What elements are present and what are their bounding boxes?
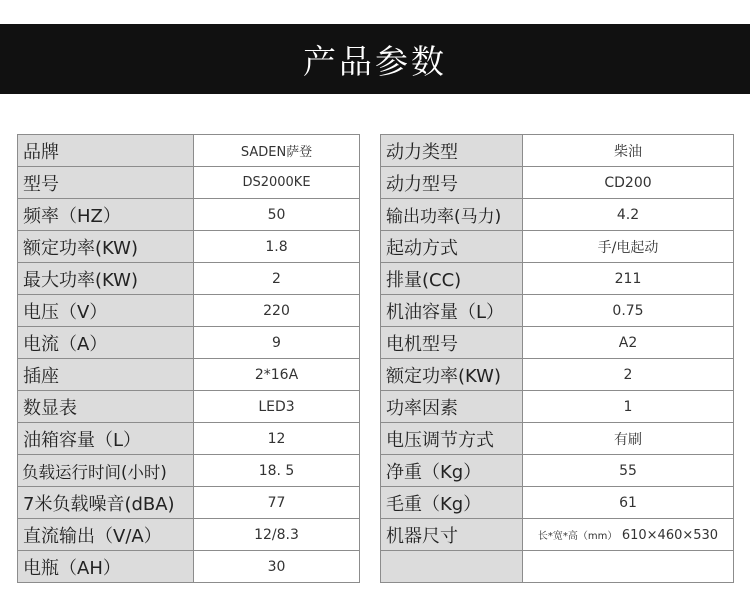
table-row bbox=[18, 135, 360, 167]
spec-value: 1 bbox=[523, 391, 734, 423]
spec-value: A2 bbox=[523, 327, 734, 359]
spec-label: 电瓶（AH） bbox=[18, 551, 194, 583]
table-row bbox=[18, 519, 360, 551]
spec-value: DS2000KE bbox=[194, 167, 360, 199]
spec-value: 9 bbox=[194, 327, 360, 359]
spec-value: 2*16A bbox=[194, 359, 360, 391]
spec-value: 30 bbox=[194, 551, 360, 583]
spec-value: LED3 bbox=[194, 391, 360, 423]
spec-value: 61 bbox=[523, 487, 734, 519]
spec-value: 18. 5 bbox=[194, 455, 360, 487]
spec-label: 电机型号 bbox=[381, 327, 523, 359]
spec-value: 2 bbox=[523, 359, 734, 391]
table-row bbox=[18, 327, 360, 359]
spec-label: 插座 bbox=[18, 359, 194, 391]
table-row bbox=[381, 423, 734, 455]
spec-table-right bbox=[380, 134, 734, 583]
spec-label: 净重（Kg） bbox=[381, 455, 523, 487]
spec-label: 品牌 bbox=[18, 135, 194, 167]
spec-value: 2 bbox=[194, 263, 360, 295]
table-row bbox=[18, 551, 360, 583]
spec-label: 功率因素 bbox=[381, 391, 523, 423]
spec-label: 动力型号 bbox=[381, 167, 523, 199]
spec-label bbox=[381, 551, 523, 583]
table-row bbox=[381, 391, 734, 423]
table-row bbox=[381, 359, 734, 391]
table-row bbox=[18, 231, 360, 263]
spec-value: 手/电起动 bbox=[523, 231, 734, 263]
spec-table-left bbox=[17, 134, 360, 583]
table-row bbox=[18, 263, 360, 295]
spec-value: 0.75 bbox=[523, 295, 734, 327]
table-row bbox=[381, 455, 734, 487]
spec-value: CD200 bbox=[523, 167, 734, 199]
spec-value-dimensions bbox=[523, 519, 734, 551]
spec-value bbox=[523, 551, 734, 583]
table-row bbox=[381, 231, 734, 263]
header-band bbox=[0, 24, 750, 94]
table-row bbox=[381, 167, 734, 199]
table-row bbox=[18, 167, 360, 199]
spec-value: 有刷 bbox=[523, 423, 734, 455]
spec-label: 动力类型 bbox=[381, 135, 523, 167]
table-row bbox=[381, 199, 734, 231]
table-row bbox=[18, 295, 360, 327]
table-row bbox=[18, 455, 360, 487]
dimensions-prefix: 长*宽*高（mm） bbox=[537, 530, 618, 542]
spec-label: 机器尺寸 bbox=[381, 519, 523, 551]
table-row bbox=[381, 263, 734, 295]
spec-label: 直流输出（V/A） bbox=[18, 519, 194, 551]
spec-value: SADEN萨登 bbox=[194, 135, 360, 167]
spec-label: 额定功率(KW) bbox=[18, 231, 194, 263]
spec-label: 最大功率(KW) bbox=[18, 263, 194, 295]
table-row bbox=[18, 487, 360, 519]
spec-value: 12 bbox=[194, 423, 360, 455]
spec-label: 电流（A） bbox=[18, 327, 194, 359]
spec-label: 电压（V） bbox=[18, 295, 194, 327]
table-row bbox=[18, 359, 360, 391]
spec-value: 4.2 bbox=[523, 199, 734, 231]
table-row bbox=[381, 487, 734, 519]
spec-value: 77 bbox=[194, 487, 360, 519]
spec-value: 12/8.3 bbox=[194, 519, 360, 551]
spec-value: 55 bbox=[523, 455, 734, 487]
dimensions-value: 610×460×530 bbox=[621, 527, 719, 543]
spec-label: 7米负载噪音(dBA) bbox=[18, 487, 194, 519]
spec-label: 数显表 bbox=[18, 391, 194, 423]
spec-label: 输出功率(马力) bbox=[381, 199, 523, 231]
spec-value: 220 bbox=[194, 295, 360, 327]
table-row bbox=[381, 295, 734, 327]
spec-label: 额定功率(KW) bbox=[381, 359, 523, 391]
spec-value: 1.8 bbox=[194, 231, 360, 263]
table-row bbox=[381, 135, 734, 167]
spec-value: 50 bbox=[194, 199, 360, 231]
table-row bbox=[18, 199, 360, 231]
spec-value: 柴油 bbox=[523, 135, 734, 167]
table-row bbox=[381, 519, 734, 551]
spec-label: 频率（HZ） bbox=[18, 199, 194, 231]
spec-value: 211 bbox=[523, 263, 734, 295]
page-title: 产品参数 bbox=[303, 41, 447, 81]
spec-label: 油箱容量（L） bbox=[18, 423, 194, 455]
table-row bbox=[18, 391, 360, 423]
table-row bbox=[18, 423, 360, 455]
spec-label: 电压调节方式 bbox=[381, 423, 523, 455]
spec-label: 起动方式 bbox=[381, 231, 523, 263]
spec-label: 毛重（Kg） bbox=[381, 487, 523, 519]
spec-label: 排量(CC) bbox=[381, 263, 523, 295]
spec-label: 负载运行时间(小时) bbox=[18, 455, 194, 487]
spec-label: 机油容量（L） bbox=[381, 295, 523, 327]
table-row bbox=[381, 327, 734, 359]
table-row bbox=[381, 551, 734, 583]
spec-label: 型号 bbox=[18, 167, 194, 199]
